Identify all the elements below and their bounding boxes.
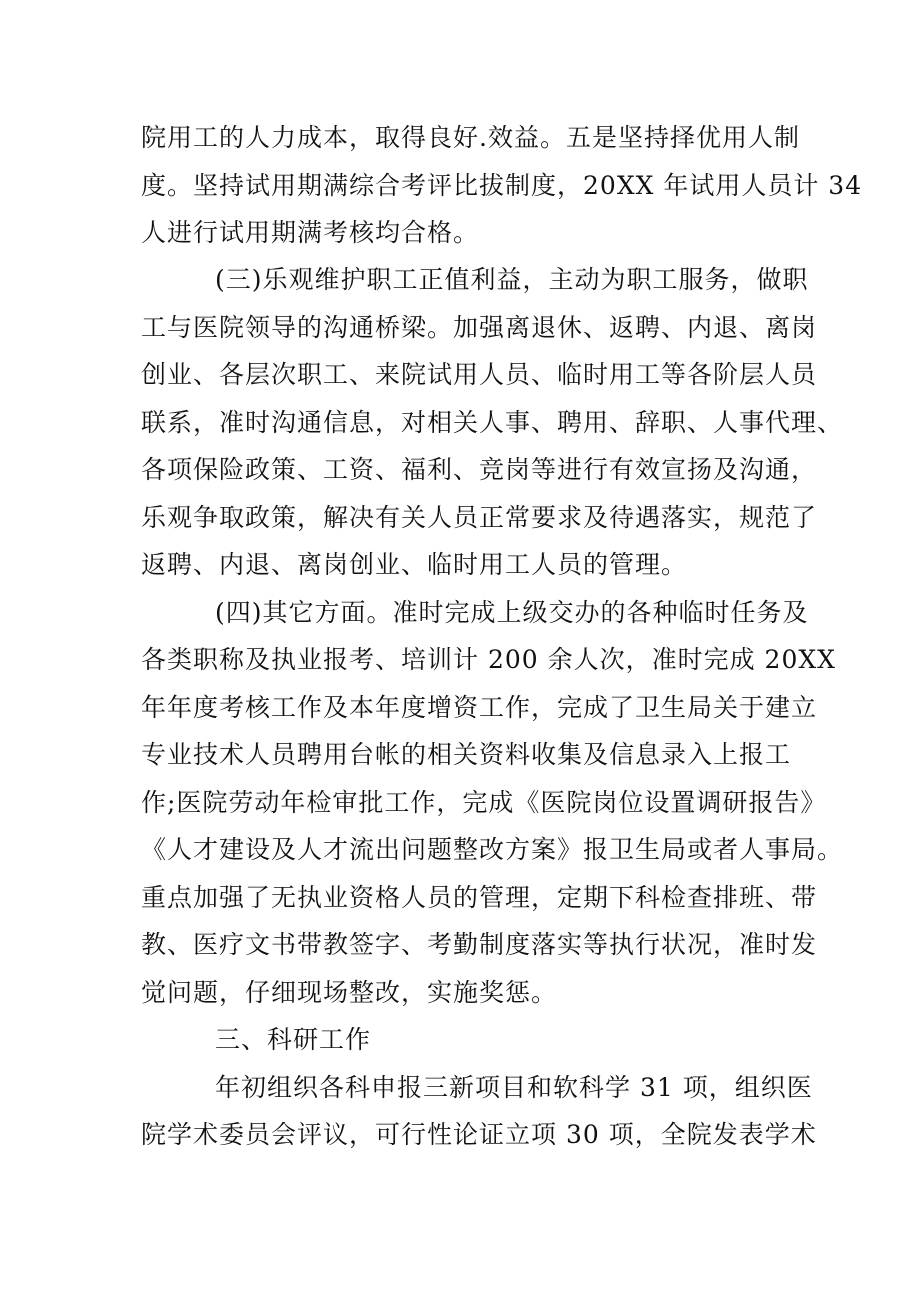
text-line: 联系，准时沟通信息，对相关人事、聘用、辞职、人事代理、 <box>141 408 844 437</box>
text-line: 各项保险政策、工资、福利、竞岗等进行有效宣扬及沟通， <box>141 455 818 484</box>
text-line: 各类职称及执业报考、培训计 200 余人次，准时完成 20XX <box>141 645 836 674</box>
text-line: (四)其它方面。准时完成上级交办的各种临时任务及 <box>215 598 809 627</box>
text-line: 专业技术人员聘用台帐的相关资料收集及信息录入上报工 <box>141 740 792 769</box>
text-line: 《人才建设及人才流出问题整改方案》报卫生局或者人事局。 <box>141 835 844 864</box>
text-line: 返聘、内退、离岗创业、临时用工人员的管理。 <box>141 550 688 579</box>
text-line: 年年度考核工作及本年度增资工作，完成了卫生局关于建立 <box>141 693 818 722</box>
text-line: 乐观争取政策，解决有关人员正常要求及待遇落实，规范了 <box>141 503 818 532</box>
text-line: 觉问题，仔细现场整改，实施奖惩。 <box>141 978 558 1007</box>
text-line: (三)乐观维护职工正值利益，主动为职工服务，做职 <box>215 265 809 294</box>
section-heading: 三、科研工作 <box>215 1025 372 1054</box>
text-line: 重点加强了无执业资格人员的管理，定期下科检查排班、带 <box>141 883 818 912</box>
text-line: 院学术委员会评议，可行性论证立项 30 项，全院发表学术 <box>141 1120 817 1149</box>
text-line: 教、医疗文书带教签字、考勤制度落实等执行状况，准时发 <box>141 930 818 959</box>
text-line: 年初组织各科申报三新项目和软科学 31 项，组织医 <box>215 1073 813 1102</box>
text-line: 度。坚持试用期满综合考评比拔制度，20XX 年试用人员计 34 <box>141 171 863 200</box>
text-line: 创业、各层次职工、来院试用人员、临时用工等各阶层人员 <box>141 360 818 389</box>
text-line: 工与医院领导的沟通桥梁。加强离退休、返聘、内退、离岗 <box>141 313 818 342</box>
text-line: 作;医院劳动年检审批工作，完成《医院岗位设置调研报告》 <box>141 788 827 817</box>
text-line: 人进行试用期满考核均合格。 <box>141 218 480 247</box>
text-line: 院用工的人力成本，取得良好.效益。五是坚持择优用人制 <box>141 123 800 152</box>
